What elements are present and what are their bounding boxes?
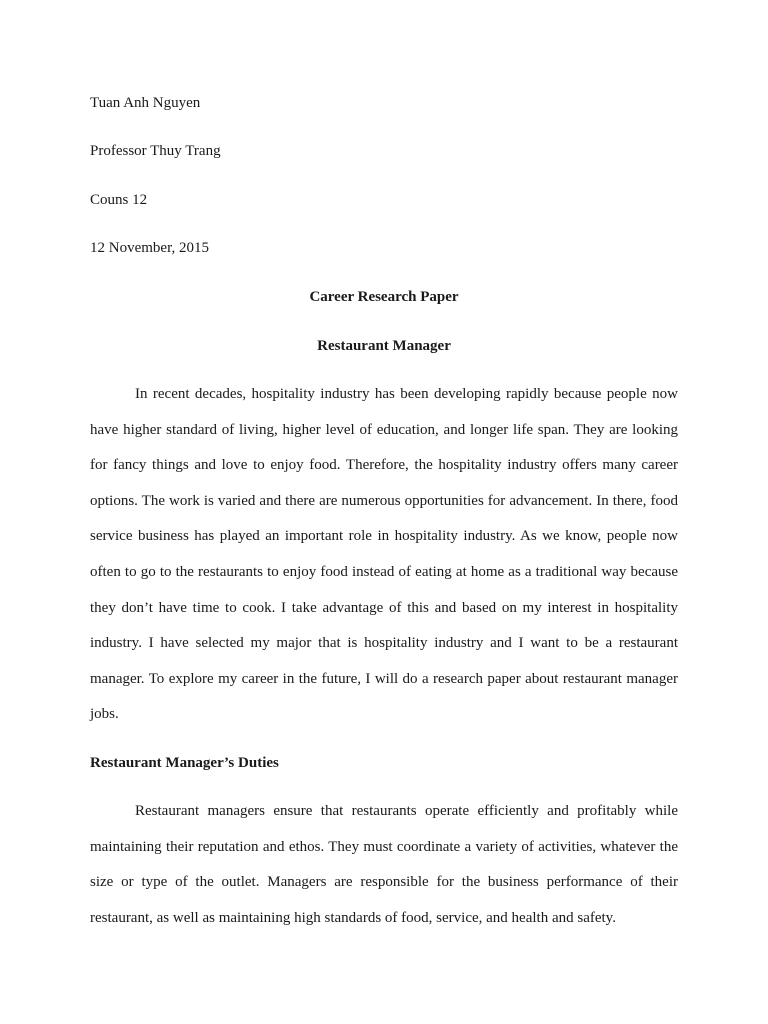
paper-title: Career Research Paper	[309, 289, 459, 305]
professor-name: Professor Thuy Trang	[90, 143, 221, 159]
date-line: 12 November, 2015	[90, 240, 209, 256]
intro-paragraph: In recent decades, hospitality industry has been developing rapidly because people now have higher standard of living, higher level of education, and longer life span. They are looking for fancy things and love to enjoy food. Therefore, the hospitality industry offers many career options. The work is varied and there are numerous opportunities for advancement. In there, food service business has played an important role in hospitality industry. As we know, people now often to go to the restaurants to enjoy food instead of eating at home as a traditional way because they don’t have time to cook. I take advantage of this and based on my interest in hospitality industry. I have selected my major that is hospitality industry and I want to be a restaurant manager. To explore my career in the future, I will do a research paper about restaurant manager jobs.	[90, 386, 678, 723]
duties-paragraph: Restaurant managers ensure that restaurants operate efficiently and profitably while maintaining their reputation and ethos. They must coordinate a variety of activities, whatever the size or type of the outlet. Managers are responsible for the business performance of their restaurant, as well as maintaining high standards of food, service, and health and safety.	[90, 803, 678, 927]
author-name: Tuan Anh Nguyen	[90, 95, 201, 111]
course-name: Couns 12	[90, 192, 148, 208]
section-heading: Restaurant Manager’s Duties	[90, 755, 279, 771]
paper-subtitle: Restaurant Manager	[317, 338, 451, 354]
